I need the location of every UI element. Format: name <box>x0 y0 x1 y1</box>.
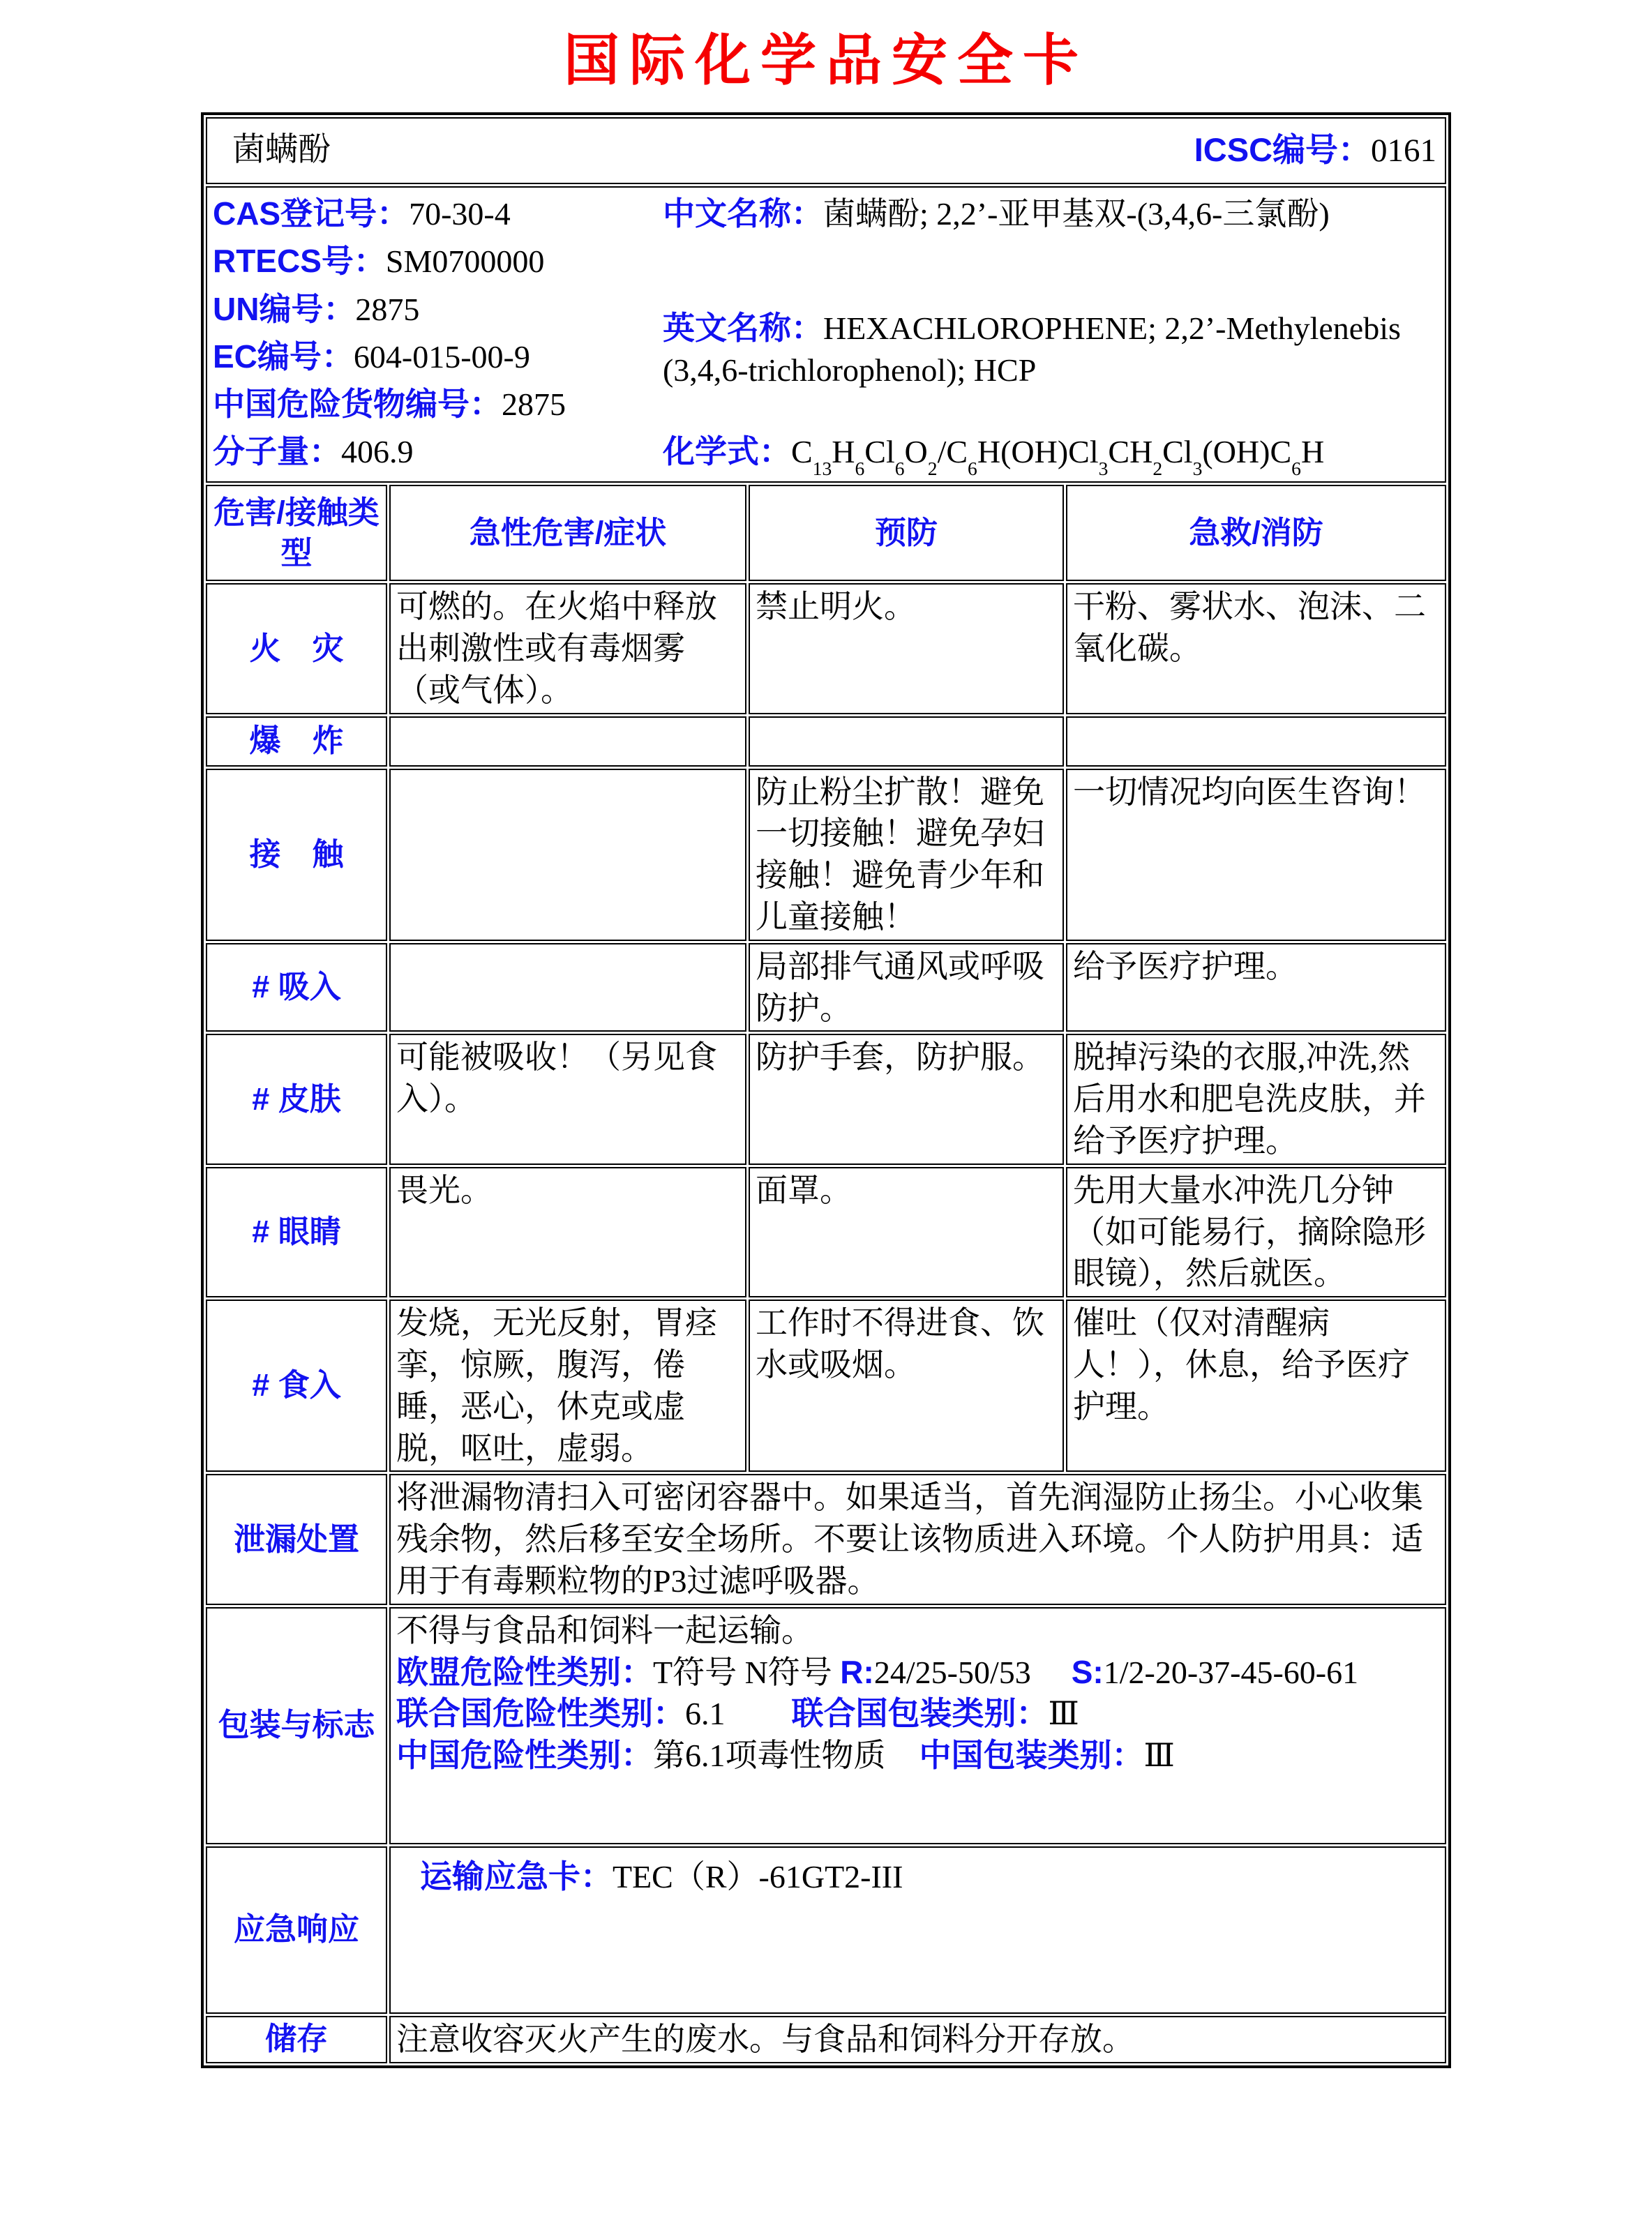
row-label-ingestion: # 食入 <box>206 1300 387 1472</box>
table-row <box>206 1607 1446 1844</box>
row-label-fire: 火 灾 <box>206 583 387 714</box>
table-row <box>206 1167 1446 1297</box>
packaging-content <box>389 1607 1446 1844</box>
eyes-hazard-cell: 畏光。 <box>389 1167 746 1297</box>
cn-dangerous-goods-number <box>213 384 663 426</box>
inhalation-prevention-cell: 局部排气通风或呼吸防护。 <box>749 943 1064 1032</box>
cn-pack-value: Ⅲ <box>1143 1738 1175 1774</box>
chemical-name: 菌螨酚 <box>232 132 331 169</box>
icsc-number <box>1194 128 1439 172</box>
exposure-aid-cell: 一切情况均向医生咨询！ <box>1066 769 1446 941</box>
inhalation-hazard-cell <box>389 943 746 1032</box>
rtecs-label: RTECS号： <box>212 243 386 280</box>
skin-aid-cell: 脱掉污染的衣服,冲洗,然后用水和肥皂洗皮肤，并给予医疗护理。 <box>1066 1034 1446 1164</box>
cas-label: CAS登记号： <box>212 195 410 232</box>
identifiers-section <box>206 186 1446 483</box>
un-value: 2875 <box>355 291 420 327</box>
s-phrases-value: 1/2-20-37-45-60-61 <box>1103 1654 1359 1690</box>
mw-value: 406.9 <box>340 434 414 470</box>
table-row <box>206 769 1446 941</box>
eyes-aid-cell: 先用大量水冲洗几分钟（如可能易行，摘除隐形眼镜），然后就医。 <box>1066 1167 1446 1297</box>
eu-class-value: T符号 N符号 <box>652 1654 841 1690</box>
header-acute-hazards: 急性危害/症状 <box>389 485 746 581</box>
chinese-name <box>663 193 1439 235</box>
table-row <box>206 1034 1446 1164</box>
inhalation-aid-cell: 给予医疗护理。 <box>1066 943 1446 1032</box>
storage-content: 注意收容灭火产生的废水。与食品和饲料分开存放。 <box>389 2016 1446 2063</box>
cas-number <box>213 193 663 235</box>
row-label-exposure: 接 触 <box>206 769 387 941</box>
mw-label: 分子量： <box>212 433 341 470</box>
explosion-prevention-cell <box>749 716 1064 767</box>
row-label-storage: 储存 <box>206 2016 387 2063</box>
name-list <box>663 189 1439 480</box>
english-name-value: HEXACHLOROPHENE; 2,2’-Methylenebis (3,4,6-trichlorophenol); HCP <box>662 310 1401 388</box>
tec-value: TEC（R）-61GT2-III <box>612 1858 903 1895</box>
un-number <box>213 289 663 331</box>
table-row <box>206 1474 1446 1604</box>
row-label-packaging: 包装与标志 <box>206 1607 387 1844</box>
explosion-aid-cell <box>1066 716 1446 767</box>
table-row <box>206 943 1446 1032</box>
icsc-number-value: 0161 <box>1371 133 1437 170</box>
explosion-hazard-cell <box>389 716 746 767</box>
molecular-weight <box>213 431 663 473</box>
r-phrases-label: R: <box>840 1653 874 1690</box>
chemical-formula <box>662 431 1439 480</box>
skin-hazard-cell: 可能被吸收！（另见食入）。 <box>389 1034 746 1164</box>
exposure-hazard-cell <box>389 769 746 941</box>
fire-prevention-cell: 禁止明火。 <box>749 583 1064 714</box>
identifier-list <box>213 189 663 480</box>
row-label-emergency: 应急响应 <box>206 1846 387 2014</box>
spill-content: 将泄漏物清扫入可密闭容器中。如果适当，首先润湿防止扬尘。小心收集残余物，然后移至安全场所。不要让该物质进入环境。个人防护用具：适用于有毒颗粒物的P3过滤呼吸器。 <box>389 1474 1446 1604</box>
un-class-label: 联合国危险性类别： <box>396 1695 685 1732</box>
r-phrases-value: 24/25-50/53 <box>873 1654 1031 1690</box>
icsc-card-table <box>201 112 1451 2068</box>
emergency-content <box>389 1846 1446 2014</box>
table-row <box>206 2016 1446 2063</box>
table-row <box>206 583 1446 714</box>
chinese-name-label: 中文名称： <box>662 195 823 232</box>
row-label-inhalation: # 吸入 <box>206 943 387 1032</box>
header-hazard-type: 危害/接触类型 <box>206 485 387 581</box>
packaging-cn-class <box>396 1735 1439 1777</box>
ingestion-hazard-cell: 发烧，无光反射，胃痉挛，惊厥，腹泻，倦睡，恶心，休克或虚脱，呕吐，虚弱。 <box>389 1300 746 1472</box>
packaging-un-class <box>396 1693 1439 1735</box>
exposure-prevention-cell: 防止粉尘扩散！避免一切接触！避免孕妇接触！避免青少年和儿童接触！ <box>749 769 1064 941</box>
row-label-eyes: # 眼睛 <box>206 1167 387 1297</box>
fire-aid-cell: 干粉、雾状水、泡沫、二氧化碳。 <box>1066 583 1446 714</box>
un-pack-value: Ⅲ <box>1048 1696 1079 1732</box>
chinese-name-value: 菌螨酚; 2,2’-亚甲基双-(3,4,6-三氯酚) <box>823 196 1330 232</box>
name-row <box>206 117 1446 184</box>
table-row <box>206 1300 1446 1472</box>
ec-value: 604-015-00-9 <box>353 338 530 375</box>
ec-label: EC编号： <box>212 338 354 375</box>
fire-hazard-cell: 可燃的。在火焰中释放出刺激性或有毒烟雾（或气体）。 <box>389 583 746 714</box>
un-class-value: 6.1 <box>684 1696 726 1732</box>
english-name-label: 英文名称： <box>662 309 823 346</box>
table-row <box>206 1846 1446 2014</box>
page-title: 国际化学品安全卡 <box>564 31 1088 92</box>
rtecs-number <box>213 241 663 283</box>
packaging-transport-note: 不得与食品和饲料一起运输。 <box>396 1612 813 1648</box>
packaging-eu-class <box>396 1652 1439 1694</box>
header-first-aid: 急救/消防 <box>1066 485 1446 581</box>
cn-dg-value: 2875 <box>501 386 566 423</box>
header-prevention: 预防 <box>749 485 1064 581</box>
cn-dg-label: 中国危险货物编号： <box>212 386 502 423</box>
cn-class-value: 第6.1项毒性物质 <box>652 1738 886 1774</box>
english-name <box>663 308 1439 391</box>
cn-pack-label: 中国包装类别： <box>919 1737 1144 1774</box>
tec-label: 运输应急卡： <box>419 1858 613 1895</box>
eu-class-label: 欧盟危险性类别： <box>396 1653 653 1690</box>
icsc-number-label: ICSC编号： <box>1194 131 1372 169</box>
rtecs-value: SM0700000 <box>385 243 545 280</box>
table-row <box>206 716 1446 767</box>
transport-emergency-card <box>396 1849 1439 1898</box>
row-label-skin: # 皮肤 <box>206 1034 387 1164</box>
cn-class-label: 中国危险性类别： <box>396 1737 653 1774</box>
un-label: UN编号： <box>212 290 356 327</box>
row-label-spill: 泄漏处置 <box>206 1474 387 1604</box>
un-pack-label: 联合国包装类别： <box>791 1695 1049 1732</box>
row-label-explosion: 爆 炸 <box>206 716 387 767</box>
cas-value: 70-30-4 <box>409 196 511 232</box>
eyes-prevention-cell: 面罩。 <box>749 1167 1064 1297</box>
ingestion-prevention-cell: 工作时不得进食、饮水或吸烟。 <box>749 1300 1064 1472</box>
skin-prevention-cell: 防护手套，防护服。 <box>749 1034 1064 1164</box>
chemical-formula-label: 化学式： <box>662 433 791 470</box>
chemical-formula-value: $C_{13}H_6Cl_6O_2/C_6H(OH)Cl_3CH_2Cl_3(OH)C_6H$ <box>790 434 1325 480</box>
ec-number <box>213 336 663 378</box>
ingestion-aid-cell: 催吐（仅对清醒病人！），休息，给予医疗护理。 <box>1066 1300 1446 1472</box>
s-phrases-label: S: <box>1071 1653 1104 1690</box>
